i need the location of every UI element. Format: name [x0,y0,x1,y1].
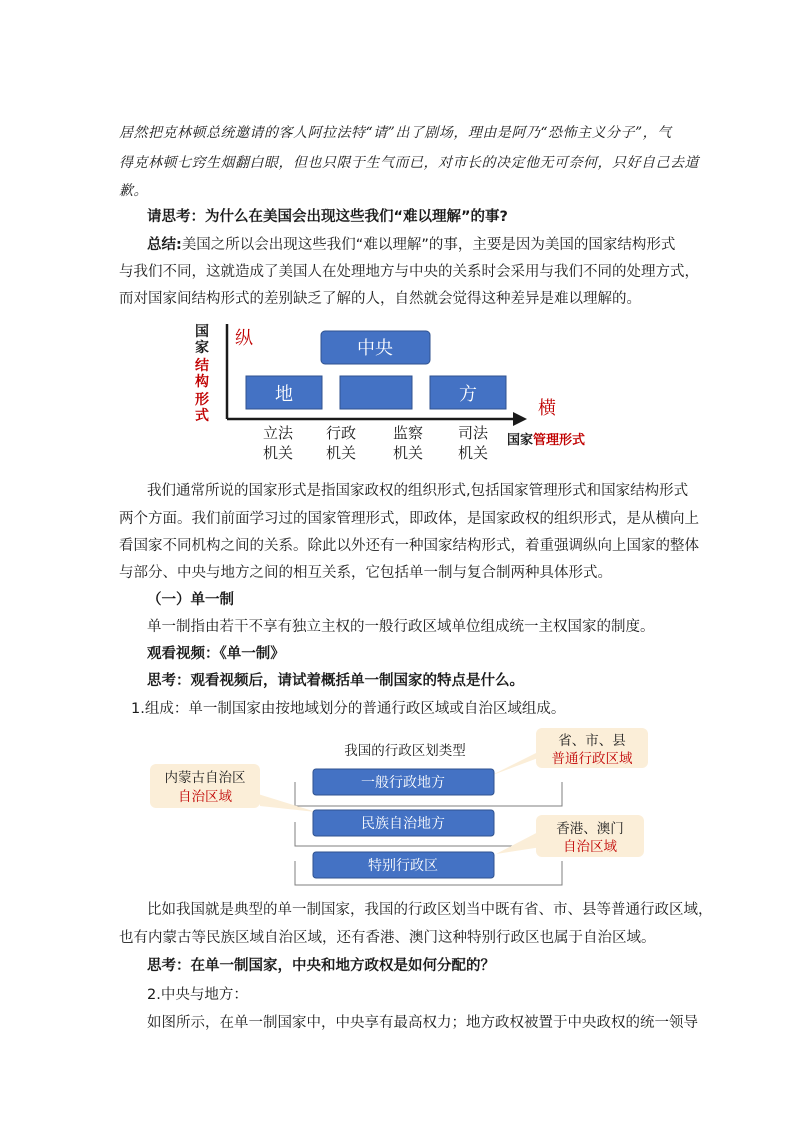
think-question-3: 思考：在单一制国家，中央和地方政权是如何分配的？ [147,958,495,974]
quote-line-1: 居然把克林顿总统邀请的客人阿拉法特“请”出了剧场，理由是阿乃“恐怖主义分子”，气 [119,125,672,141]
organ-3-line-1: 监察 [392,424,424,442]
section-heading-unitary: （一）单一制 [147,592,234,608]
organ-4-line-1: 司法 [457,424,489,442]
organ-1-line-2: 机关 [262,444,294,462]
y-label-char-2: 家 [195,340,209,356]
horizontal-label: 横 [538,398,556,419]
callout-right-line-2: 自治区域 [563,839,617,855]
callout-top-line-1: 省、市、县 [558,733,626,749]
bar-special-admin-label: 特别行政区 [368,858,438,874]
para2-line-1: 比如我国就是典型的单一制国家，我国的行政区划当中既有省、市、县等普通行政区域， [147,902,713,918]
structure-form-diagram [185,318,605,468]
x-label-red: 管理形式 [533,433,586,448]
callout-top-line-2: 普通行政区域 [551,751,633,767]
y-label-char-5: 形 [195,392,209,408]
summary-text-1: 美国之所以会出现这些我们“难以理解”的事，主要是因为美国的国家结构形式 [181,237,676,253]
y-label-char-3: 结 [195,358,209,374]
summary-label: 总结: [147,237,182,253]
callout-left-line-1: 内蒙古自治区 [164,770,246,786]
y-label-char-6: 式 [195,408,209,424]
para3: 如图所示，在单一制国家中，中央享有最高权力；地方政权被置于中央政权的统一领导 [147,1015,698,1031]
callout-left-line-2: 自治区域 [178,789,232,805]
y-label-char-4: 构 [195,374,209,390]
point-1-text: 单一制国家由按地域划分的普通行政区域或自治区域组成。 [188,701,566,717]
y-label-char-1: 国 [195,324,209,340]
point-2: 2.中央与地方： [147,987,248,1003]
callout-right-line-1: 香港、澳门 [556,821,624,837]
organ-1-line-1: 立法 [262,424,294,442]
summary-line-3: 而对国家间结构形式的差别缺乏了解的人，自然就会觉得这种差异是难以理解的。 [119,291,641,307]
para2-line-2: 也有内蒙古等民族区域自治区域，还有香港、澳门这种特别行政区也属于自治区域。 [119,930,656,946]
arrow-head [513,412,527,426]
x-label [507,432,585,448]
quote-line-2: 得克林顿七窍生烟翻白眼，但也只限于生气而已，对市长的决定他无可奈何，只好自己去道 [119,155,699,171]
para1-line-1: 我们通常所说的国家形式是指国家政权的组织形式,包括国家管理形式和国家结构形式 [147,483,689,499]
local-box-3-label: 方 [459,384,477,405]
summary-line-1 [147,235,707,255]
point-1 [131,699,691,719]
diagram2-title: 我国的行政区划类型 [344,743,466,759]
watch-video: 观看视频：《单一制》 [147,646,285,662]
bar-general-admin-label: 一般行政地方 [361,775,445,791]
para1-line-3: 看国家不同机构之间的关系。除此以外还有一种国家结构形式，着重强调纵向上国家的整体 [119,538,699,554]
point-1-label: 1.组成： [131,701,189,717]
center-box-label: 中央 [357,338,393,359]
think-question-1: 请思考：为什么在美国会出现这些我们“难以理解”的事? [147,209,508,225]
quote-line-3: 歉。 [119,183,148,199]
local-box-2 [340,376,412,409]
unitary-definition: 单一制指由若干不享有独立主权的一般行政区域单位组成统一主权国家的制度。 [147,619,655,635]
bar-ethnic-autonomous-label: 民族自治地方 [361,816,445,832]
organ-3-line-2: 机关 [392,444,424,462]
summary-line-2: 与我们不同，这就造成了美国人在处理地方与中央的关系时会采用与我们不同的处理方式， [119,264,699,280]
administrative-division-diagram [150,724,650,894]
vertical-label: 纵 [235,328,253,349]
x-label-black: 国家 [507,433,534,448]
para1-line-2: 两个方面。我们前面学习过的国家管理形式，即政体，是国家政权的组织形式，是从横向上 [119,511,699,527]
organ-4-line-2: 机关 [457,444,489,462]
callout-left-pointer [258,794,316,812]
para1-line-4: 与部分、中央与地方之间的相互关系，它包括单一制与复合制两种具体形式。 [119,565,612,581]
organ-2-line-2: 机关 [325,444,357,462]
think-question-2: 思考：观看视频后，请试着概括单一制国家的特点是什么。 [147,673,524,689]
local-box-1-label: 地 [275,384,293,405]
organ-2-line-1: 行政 [325,424,357,442]
